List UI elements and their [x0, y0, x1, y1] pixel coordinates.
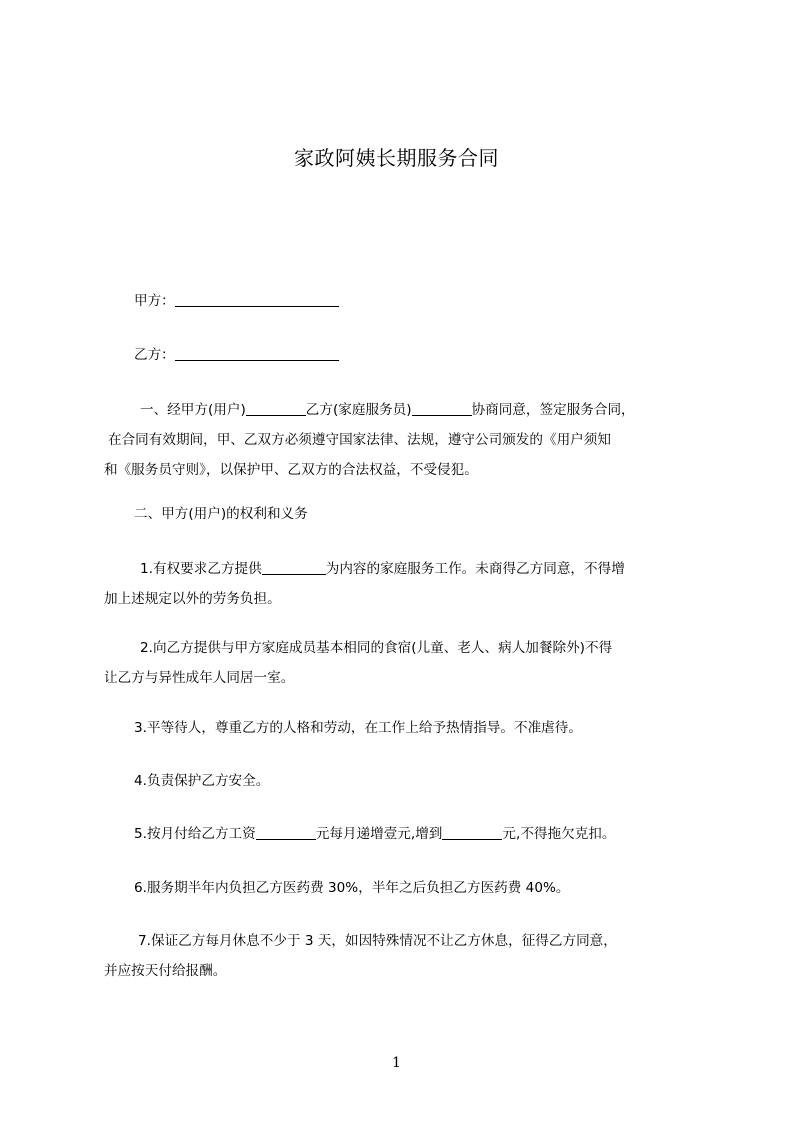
item-1-paragraph	[104, 554, 704, 614]
party-a-blank[interactable]	[175, 292, 339, 307]
service-content-blank[interactable]	[262, 560, 326, 575]
item-1-text-a: 1.有权要求乙方提供	[140, 561, 262, 577]
item-1-text-b: 为内容的家庭服务工作。未商得乙方同意，不得增	[325, 561, 625, 577]
party-b-blank[interactable]	[175, 346, 339, 361]
party-a-label: 甲方：	[134, 293, 175, 309]
item-6-paragraph	[104, 873, 704, 903]
item-3-paragraph	[104, 713, 704, 743]
party-a-line	[104, 286, 704, 316]
item-5-text-b: 元每月递增壹元,增到	[315, 826, 443, 842]
max-salary-blank[interactable]	[442, 825, 502, 840]
salary-blank[interactable]	[256, 825, 316, 840]
item-1-line-2: 加上述规定以外的劳务负担。	[104, 591, 281, 607]
section-1-text-a: 一、经甲方(用户)	[140, 402, 246, 418]
section-2-heading	[104, 499, 704, 529]
user-name-blank[interactable]	[246, 401, 306, 416]
section-1-line-3: 和《服务员守则》，以保护甲、乙双方的合法权益，不受侵犯。	[104, 462, 478, 478]
document-title: 家政阿姨长期服务合同	[294, 146, 499, 170]
item-6-text: 6.服务期半年内负担乙方医药费 30%，半年之后负担乙方医药费 40%。	[134, 880, 570, 896]
servant-name-blank[interactable]	[412, 401, 472, 416]
section-1-text-b: 乙方(家庭服务员)	[305, 402, 412, 418]
section-1-line-2: 在合同有效期间，甲、乙双方必须遵守国家法律、法规，遵守公司颁发的《用户须知	[108, 432, 611, 448]
item-5-paragraph	[104, 819, 704, 849]
item-5-text-a: 5.按月付给乙方工资	[134, 826, 256, 842]
item-7-line-2: 并应按天付给报酬。	[104, 963, 227, 979]
item-7-line-1: 7.保证乙方每月休息不少于 3 天，如因特殊情况不让乙方休息，征得乙方同意，	[138, 933, 617, 949]
section-2-heading-text: 二、甲方(用户)的权利和义务	[134, 506, 308, 522]
item-2-line-1: 2.向乙方提供与甲方家庭成员基本相同的食宿(儿童、老人、病人加餐除外)不得	[140, 640, 613, 656]
item-2-paragraph	[104, 633, 704, 693]
item-3-text: 3.平等待人，尊重乙方的人格和劳动，在工作上给予热情指导。不准虐待。	[134, 720, 582, 736]
section-1-text-c: 协商同意，签定服务合同，	[471, 402, 635, 418]
party-b-label: 乙方：	[134, 347, 175, 363]
item-5-text-c: 元,不得拖欠克扣。	[502, 826, 616, 842]
section-1-paragraph	[104, 395, 704, 485]
party-b-line	[104, 340, 704, 370]
item-7-paragraph	[104, 926, 704, 986]
item-4-paragraph	[104, 766, 704, 796]
item-2-line-2: 让乙方与异性成年人同居一室。	[104, 670, 295, 686]
page-number: 1	[392, 1055, 401, 1071]
item-4-text: 4.负责保护乙方安全。	[134, 773, 270, 789]
